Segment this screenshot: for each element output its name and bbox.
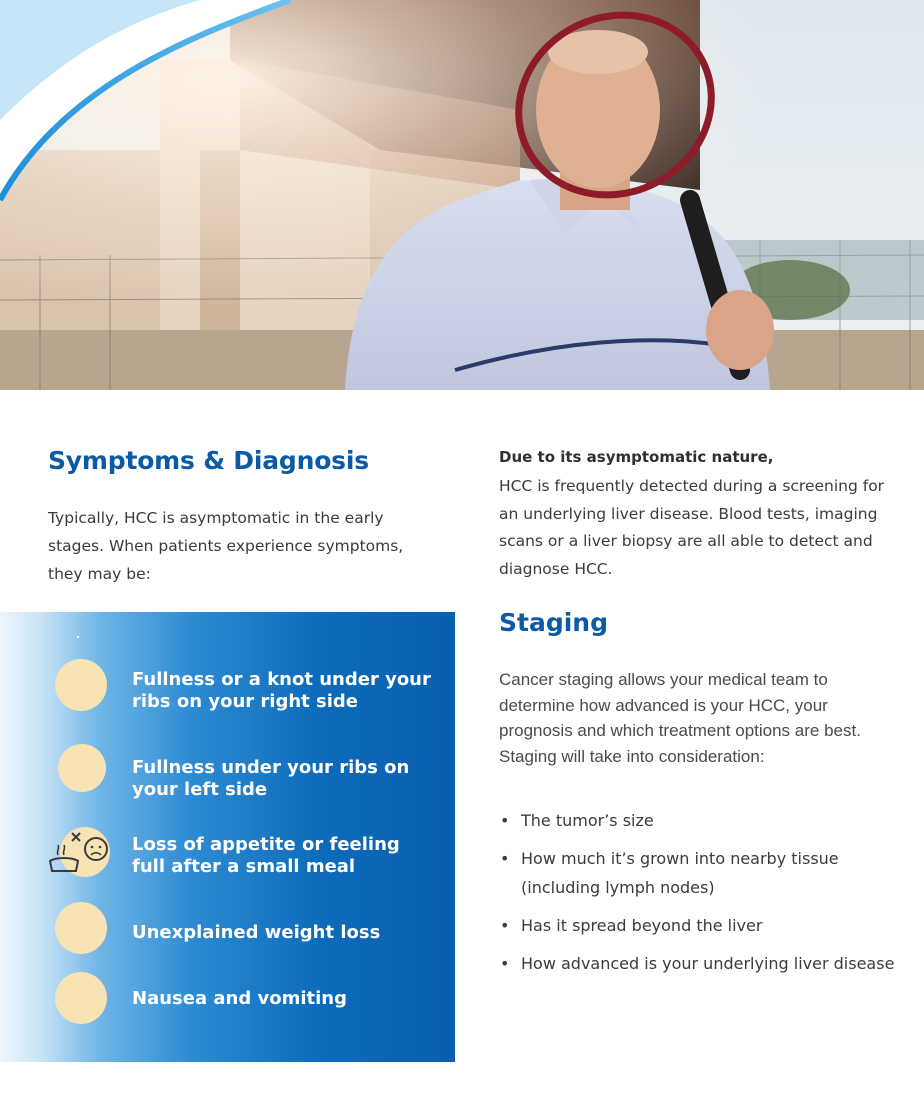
symptom-item	[0, 656, 455, 716]
hero-photo	[0, 0, 924, 390]
list-item	[499, 844, 899, 902]
section-title-staging: Staging	[499, 608, 608, 637]
bullet-icon: •	[500, 916, 510, 935]
symptom-item	[0, 824, 455, 884]
list-item	[499, 911, 899, 940]
bullet-icon: •	[500, 954, 510, 973]
symptom-label: Unexplained weight loss	[132, 922, 381, 943]
loss-of-appetite-icon	[60, 827, 110, 877]
bullet-icon: •	[500, 811, 510, 830]
bullet-icon: •	[500, 849, 510, 868]
list-item	[499, 949, 899, 978]
asymptomatic-lead: Due to its asymptomatic nature,	[499, 448, 774, 466]
symptom-item	[0, 972, 455, 1032]
circle-icon	[58, 744, 106, 792]
symptom-label: Loss of appetite or feeling full after a small meal	[132, 834, 400, 877]
asymptomatic-body: HCC is frequently detected during a screening for an underlying liver disease. Blood tests, imaging scans or a liver biopsy are all able to detect and diagnose HCC.	[499, 477, 885, 578]
circle-icon	[55, 972, 107, 1024]
circle-icon	[55, 659, 107, 711]
symptom-item	[0, 902, 455, 962]
symptom-item	[0, 744, 455, 804]
panel-dot	[77, 636, 79, 638]
bullet-text: Has it spread beyond the liver	[521, 916, 763, 935]
circle-icon	[55, 902, 107, 954]
bullet-text: How advanced is your underlying liver disease	[521, 954, 895, 973]
staging-body: Cancer staging allows your medical team to determine how advanced is your HCC, your prognosis and which treatment options are best. Staging will take into consideration:	[499, 670, 861, 766]
symptoms-intro: Typically, HCC is asymptomatic in the early stages. When patients experience symptoms, they may be:	[48, 509, 404, 583]
list-item	[499, 806, 899, 835]
staging-bullet-list	[499, 806, 899, 987]
section-title-symptoms: Symptoms & Diagnosis	[48, 446, 369, 475]
bullet-text: The tumor’s size	[521, 811, 654, 830]
symptom-label: Nausea and vomiting	[132, 988, 347, 1009]
hero-illustration	[0, 0, 924, 390]
symptom-label: Fullness under your ribs on your left side	[132, 757, 410, 800]
symptoms-panel	[0, 612, 455, 1062]
bullet-text: How much it’s grown into nearby tissue (including lymph nodes)	[521, 849, 839, 897]
symptom-label: Fullness or a knot under your ribs on your right side	[132, 669, 431, 712]
